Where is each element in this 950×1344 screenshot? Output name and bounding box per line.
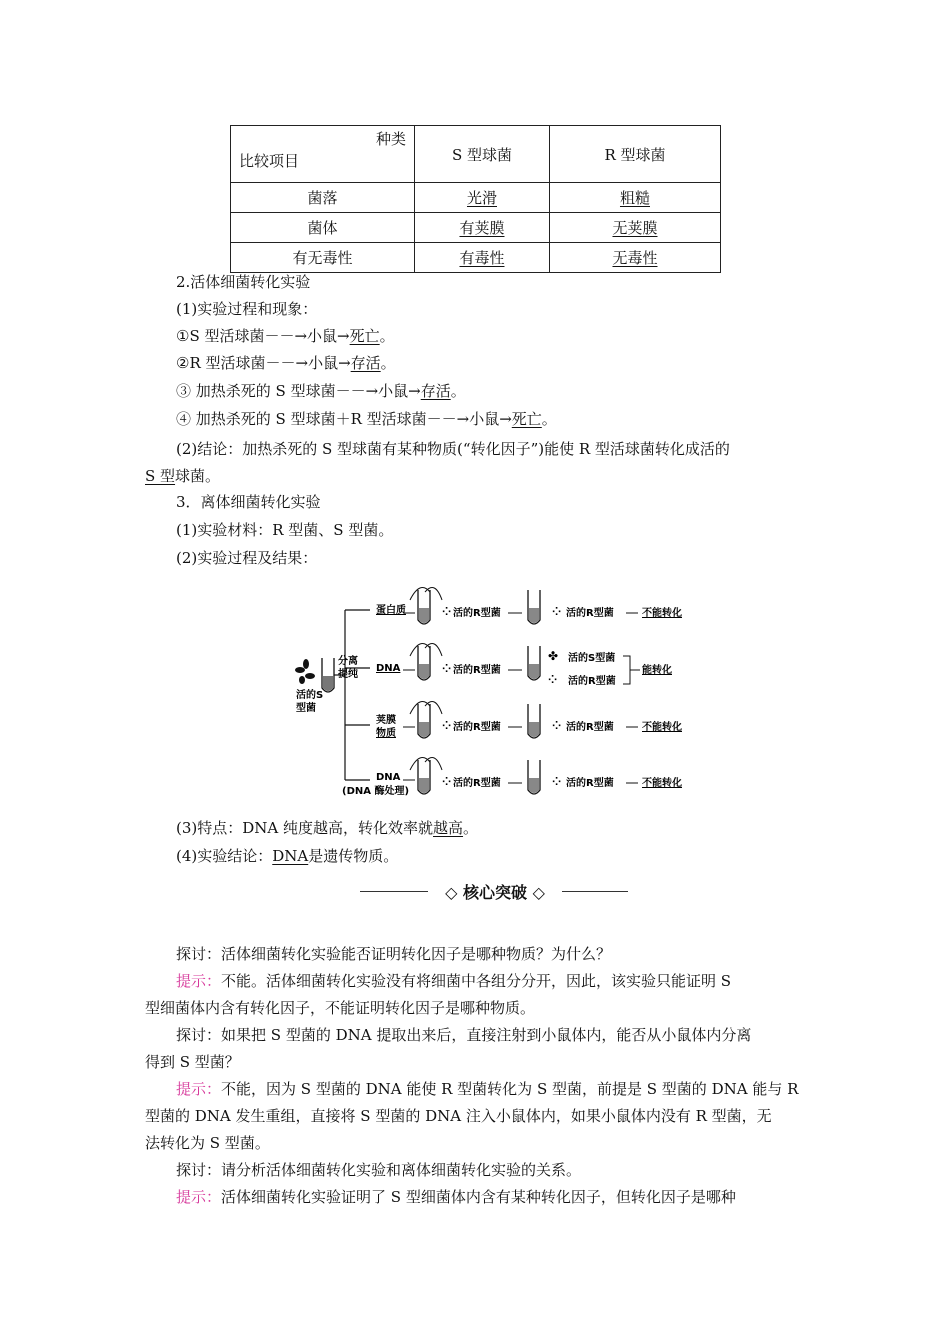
conclusion-answer: S 型	[145, 467, 176, 485]
result-label: 不能转化	[642, 778, 682, 789]
r-bacteria-icon: ⁘	[552, 775, 562, 788]
step-answer: 死亡	[511, 410, 542, 428]
cell-answer: 有毒性	[459, 249, 505, 267]
cell-answer: 有荚膜	[459, 219, 505, 237]
table-row	[231, 243, 721, 273]
r-label: 活的R型菌	[568, 676, 616, 687]
hint-label: 提示：	[176, 1080, 222, 1098]
source-label: 活的S	[296, 690, 324, 701]
transformation-diagram	[290, 580, 710, 810]
r-label: 活的R型菌	[453, 722, 501, 733]
sec3-sub2: (2)实验过程及结果：	[176, 549, 318, 567]
s-label: 活的S型菌	[568, 653, 616, 664]
q-text: 活体细菌转化实验能否证明转化因子是哪种物质？为什么？	[221, 945, 612, 963]
diagonal-header-cell	[231, 126, 415, 183]
row-capsule	[403, 702, 682, 739]
a-text: 不能，因为 S 型菌的 DNA 能使 R 型菌转化为 S 型菌，前提是 S 型菌的 DNA 能与 R	[221, 1080, 799, 1098]
q-text: 如果把 S 型菌的 DNA 提取出来后，直接注射到小鼠体内，能否从小鼠体内分离	[221, 1026, 752, 1044]
sec3-feature: (3)特点：DNA 纯度越高，转化效率就越高。	[176, 819, 479, 837]
q-label: 探讨：	[176, 945, 222, 963]
a-text: 法转化为 S 型菌。	[145, 1134, 270, 1152]
step-answer: 存活	[350, 354, 381, 372]
result-label: 不能转化	[642, 608, 682, 619]
branch-label: 蛋白质	[376, 605, 406, 616]
conclusion-answer: DNA	[272, 847, 309, 865]
col-header-s: S 型球菌	[415, 126, 550, 183]
branch-label: DNA	[376, 772, 401, 783]
result-label: 不能转化	[642, 722, 682, 733]
r-bacteria-icon: ⁘	[548, 673, 558, 686]
step-answer: 死亡	[349, 327, 380, 345]
a-text: 型细菌体内含有转化因子，不能证明转化因子是哪种物质。	[145, 999, 536, 1017]
test-tube-icon	[322, 658, 334, 692]
r-bacteria-icon: ⁘	[552, 719, 562, 732]
sec2-sub1: (1)实验过程和现象：	[176, 300, 318, 318]
r-label: 活的R型菌	[566, 778, 614, 789]
step-answer: 存活	[420, 382, 451, 400]
qa-block	[145, 941, 810, 1211]
r-label: 活的R型菌	[453, 778, 501, 789]
core-header: ◇ 核心突破 ◇	[360, 880, 628, 904]
cell-answer: 光滑	[466, 189, 497, 207]
result-label: 能转化	[642, 665, 672, 676]
step-line: ①S 型活球菌－－→小鼠→死亡。	[176, 327, 395, 345]
q-label: 探讨：	[176, 1026, 222, 1044]
q-text: 得到 S 型菌？	[145, 1053, 240, 1071]
hint-label: 提示：	[176, 1188, 222, 1206]
a-text: 活体细菌转化实验证明了 S 型细菌体内含有某种转化因子，但转化因子是哪种	[221, 1188, 736, 1206]
feature-answer: 越高	[433, 819, 464, 837]
header-top: 种类	[375, 130, 406, 148]
r-bacteria-icon: ⁘	[442, 662, 452, 675]
core-title: 核心突破	[462, 883, 527, 902]
col-header-r: R 型球菌	[550, 126, 721, 183]
sep-label: 提纯	[338, 669, 358, 680]
r-bacteria-icon: ⁘	[442, 775, 452, 788]
cell-answer: 无毒性	[612, 249, 658, 267]
row-dna-enzyme	[403, 758, 682, 795]
r-label: 活的R型菌	[453, 608, 501, 619]
table-row	[231, 213, 721, 243]
sec2-conclusion: (2)结论：加热杀死的 S 型球菌有某种物质(“转化因子”)能使 R 型活球菌转化成活的 S 型球菌。	[145, 436, 810, 490]
branch-label: 物质	[376, 728, 396, 739]
hint-label: 提示：	[176, 972, 222, 990]
r-label: 活的R型菌	[566, 608, 614, 619]
sec2-title: 2.活体细菌转化实验	[176, 273, 311, 291]
r-bacteria-icon: ⁘	[442, 605, 452, 618]
source-label: 型菌	[296, 703, 316, 714]
step-line: ②R 型活球菌－－→小鼠→存活。	[176, 354, 396, 372]
table-row	[231, 183, 721, 213]
step-line: ③ 加热杀死的 S 型球菌－－→小鼠→存活。	[176, 382, 466, 400]
row-protein	[403, 588, 682, 625]
sec3-conclusion: (4)实验结论：DNA是遗传物质。	[176, 847, 399, 865]
s-bacteria-icon: ✤	[548, 649, 559, 663]
header-bottom: 比较项目	[239, 152, 300, 170]
r-bacteria-icon: ⁘	[552, 605, 562, 618]
sep-label: 分离	[338, 656, 358, 667]
cell-answer: 粗糙	[619, 189, 650, 207]
branch-label: 荚膜	[376, 715, 396, 726]
branch-label: (DNA 酶处理)	[342, 786, 410, 797]
r-label: 活的R型菌	[566, 722, 614, 733]
q-text: 请分析活体细菌转化实验和离体细菌转化实验的关系。	[221, 1161, 582, 1179]
a-text: 不能。活体细菌转化实验没有将细菌中各组分分开，因此，该实验只能证明 S	[221, 972, 732, 990]
s-bacteria-cluster-icon	[295, 659, 315, 684]
row-dna	[403, 644, 672, 688]
cell-answer: 无荚膜	[612, 219, 658, 237]
r-label: 活的R型菌	[453, 665, 501, 676]
a-text: 型菌的 DNA 发生重组，直接将 S 型菌的 DNA 注入小鼠体内，如果小鼠体内没有 R 型菌，无	[145, 1107, 772, 1125]
sec3-title: 3．离体细菌转化实验	[176, 493, 321, 511]
row-label: 菌落	[231, 183, 415, 213]
step-line: ④ 加热杀死的 S 型球菌＋R 型活球菌－－→小鼠→死亡。	[176, 410, 557, 428]
q-label: 探讨：	[176, 1161, 222, 1179]
comparison-table	[230, 125, 721, 273]
r-bacteria-icon: ⁘	[442, 719, 452, 732]
row-label: 菌体	[231, 213, 415, 243]
sec3-sub1: (1)实验材料：R 型菌、S 型菌。	[176, 521, 394, 539]
row-label: 有无毒性	[231, 243, 415, 273]
conclusion-line1: (2)结论：加热杀死的 S 型球菌有某种物质(“转化因子”)能使 R 型活球菌转化成活的	[176, 440, 730, 458]
branch-label: DNA	[376, 663, 401, 674]
